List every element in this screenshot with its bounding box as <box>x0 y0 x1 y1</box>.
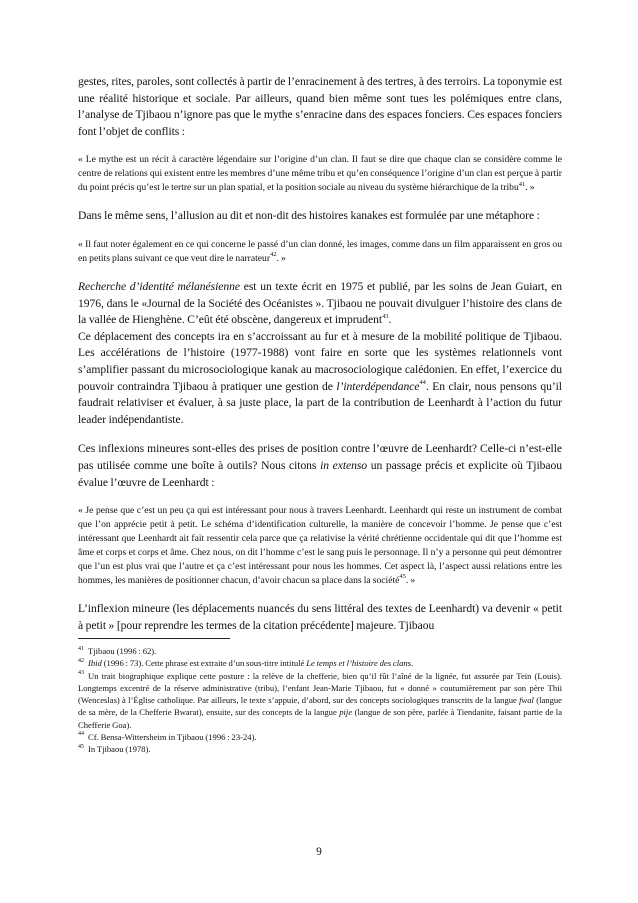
footnote-text-end: (langue de son père, parlée à Tiendanite, faisant partie de la Chefferie Goa). <box>78 707 563 730</box>
footnote-number: 41 <box>78 645 84 652</box>
paragraph-text: Ces inflexions mineures sont-elles des prises de position contre l’œuvre de Leenhardt? Celle-ci n’est-elle pas utilisée comme une boîte à outils? Nous citons <box>78 442 562 472</box>
footnote-text: In Tjibaou (1978). <box>88 743 151 754</box>
footnote-ref-43[interactable]: 43 <box>382 312 389 320</box>
paragraph-deplacement-concepts <box>78 329 562 429</box>
paragraph-text-cont: un passage précis et explicite où Tjibaou évalue l’œuvre de Leenhardt : <box>78 458 562 489</box>
quote-leenhardt <box>78 504 562 588</box>
footnote-number: 43 <box>78 670 84 677</box>
footnote-43 <box>78 670 562 731</box>
footnote-number: 45 <box>78 743 84 750</box>
paragraph-recherche-identite <box>78 279 562 329</box>
paragraph-inflexion-mineure <box>78 601 562 634</box>
footnote-language-pije: pije <box>339 707 353 718</box>
footnote-title: Le temps et l’histoire des clans <box>306 658 412 669</box>
footnote-42 <box>78 657 562 669</box>
quote-passe-clan <box>78 238 562 266</box>
quote-end: . » <box>525 182 535 194</box>
paragraph-toponymie <box>78 74 562 140</box>
footnote-separator <box>78 638 230 639</box>
footnote-text-cont: (langue de sa mère, de la Chefferie Bwarat), ensuite, sur des concepts de la langue <box>78 695 562 718</box>
footnote-41 <box>78 645 562 657</box>
footnote-44 <box>78 731 562 743</box>
italic-term: l’interdépendance <box>336 379 420 393</box>
paragraph-text: gestes, rites, paroles, sont collectés à partir de l’enracinement à des tertres, à des terroirs. La toponymie est une réalité historique et sociale. Par ailleurs, quand bien même sont tues les polémiques entre clans, l’analyse de Tjibaou n’ignore pas que le mythe s’enracine dans des espaces fonciers. Ces espaces fonciers font l’objet de conflits : <box>78 75 562 138</box>
footnote-number: 44 <box>78 731 84 738</box>
footnote-ref-41[interactable]: 41 <box>518 180 526 188</box>
quote-end: . » <box>276 252 286 264</box>
footnote-language-fwal: fwal <box>519 695 534 706</box>
page-number: 9 <box>316 846 322 858</box>
paragraph-text-cont: . En clair, nous pensons qu’il faudrait relativiser et évaluer, à sa juste place, la part de la contribution de Leenhardt à l’action du futur leader indépendantiste. <box>78 379 562 426</box>
quote-mythe <box>78 153 562 195</box>
paragraph-inflexions <box>78 441 562 491</box>
paragraph-text: est un texte écrit en 1975 et publié, par les soins de Jean Guiart, en 1976, dans le «Journal de la Société des Océanistes ». Tjibaou ne pouvait divulguer l’histoire des clans de la vallée de Hienghène. C’eût été obscène, dangereux et imprudent <box>78 279 562 327</box>
footnote-text: (1996 : 73). Cette phrase est extraite d’un sous-titre intitulé <box>101 658 307 669</box>
quote-text: « Je pense que c’est un peu ça qui est intéressant pour nous à travers Leenhardt. Leenhardt qui reste un instrument de combat que l’on apprécie petit à petit. Le schéma d’identification culturelle, la manière de concevoir l’homme. Je pense que c’est intéressant que Leenhardt ait fait ressentir cela parce que ça relativise la vérité chrétienne occidentale qui dit que l’homme est âme et corps et corps et âme. Chez nous, on dit l’homme c’est le sang puis le personnage. Il n’y a personne qui peut démontrer que l’un est plus vrai que l’autre et ça c’est intéressant pour nous les hommes. Cet aspect là, l’aspect aussi relations entre les hommes, les manières de positionner chacun, d’avoir chacun sa place dans la société <box>78 505 562 587</box>
paragraph-metaphore <box>78 208 562 225</box>
quote-text: « Le mythe est un récit à caractère légendaire sur l’origine d’un clan. Il faut se dire que chaque clan se considère comme le centre de relations qui existent entre les membres d’une même tribu et qu’en conséquence l’origine d’un clan est perçue à partir du point précis qu’est le tertre sur un plan spatial, et la position sociale au niveau du système hiérarchique de la tribu <box>78 154 562 194</box>
quote-end: . » <box>405 575 416 587</box>
italic-term: in extenso <box>320 458 368 472</box>
quote-text: « Il faut noter également en ce qui concerne le passé d’un clan donné, les images, comme dans un film apparaissent en gros ou en petits plans suivant ce que veut dire le narrateur <box>78 238 562 264</box>
footnote-text: Cf. Bensa-Wittersheim in Tjibaou (1996 : 23-24). <box>88 731 257 742</box>
footnote-text: Un trait biographique explique cette posture : la relève de la chefferie, bien qu’il fût l’aîné de la lignée, fut assurée par Tein (Louis). Longtemps excentré de la réserve administrative (tribu), l’enfant Jean-Marie Tjibaou, fut « donné » coutumièrement par son père Thii (Wenceslas) à l’Église catholique. Par ailleurs, le texte s’appuie, d’abord, sur des concepts sociologiques transcrits de la langue <box>78 670 562 706</box>
paragraph-end: . <box>388 313 392 327</box>
footnote-ibid: Ibid <box>88 658 102 669</box>
footnote-ref-44[interactable]: 44 <box>419 379 426 387</box>
footnote-ref-42[interactable]: 42 <box>270 251 277 259</box>
document-page <box>78 74 562 755</box>
paragraph-text: Ce déplacement des concepts ira en s’accroissant au fur et à mesure de la mobilité politique de Tjibaou. Les accélérations de l’histoire (1977-1988) vont faire en sorte que les systèmes relationnels vont s’amplifier passant du microsociologique kanak au macrosociologique calédonien. En effet, l’exercice du pouvoir contraindra Tjibaou à pratiquer une gestion de <box>78 329 562 393</box>
work-title: Recherche d’identité mélanésienne <box>78 279 240 293</box>
paragraph-text: Dans le même sens, l’allusion au dit et non-dit des histoires kanakes est formulée par une métaphore : <box>78 209 540 223</box>
footnote-ref-45[interactable]: 45 <box>399 573 406 581</box>
footnote-45 <box>78 743 562 755</box>
footnote-number: 42 <box>78 658 84 665</box>
footnote-text-end: . <box>411 658 414 669</box>
footnote-text: Tjibaou (1996 : 62). <box>88 646 157 657</box>
paragraph-text: L’inflexion mineure (les déplacements nuancés du sens littéral des textes de Leenhardt) va devenir « petit à petit » [pour reprendre les termes de la citation précédente] majeure. Tjibaou <box>78 602 562 632</box>
